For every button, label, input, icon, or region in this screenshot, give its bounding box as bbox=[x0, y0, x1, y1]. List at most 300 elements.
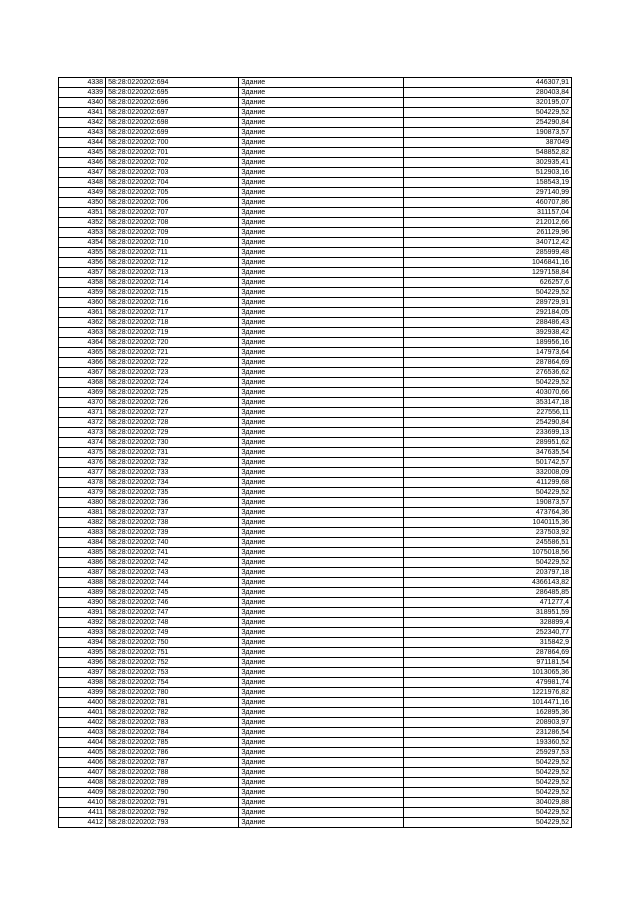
cadastral-number-cell: 58:28:0220202:712 bbox=[106, 258, 239, 268]
table-row bbox=[59, 668, 572, 678]
object-type-cell: Здание bbox=[239, 618, 403, 628]
cadastral-value-cell: 259297,53 bbox=[403, 748, 571, 758]
cadastral-number-cell: 58:28:0220202:782 bbox=[106, 708, 239, 718]
cadastral-value-cell: 203797,18 bbox=[403, 568, 571, 578]
cadastral-value-cell: 280403,84 bbox=[403, 88, 571, 98]
cadastral-number-cell: 58:28:0220202:721 bbox=[106, 348, 239, 358]
table-row bbox=[59, 338, 572, 348]
cadastral-value-cell: 318951,59 bbox=[403, 608, 571, 618]
object-type-cell: Здание bbox=[239, 218, 403, 228]
cadastral-value-cell: 285999,48 bbox=[403, 248, 571, 258]
cadastral-number-cell: 58:28:0220202:752 bbox=[106, 658, 239, 668]
cadastral-number-cell: 58:28:0220202:751 bbox=[106, 648, 239, 658]
object-type-cell: Здание bbox=[239, 438, 403, 448]
object-type-cell: Здание bbox=[239, 508, 403, 518]
row-number-cell: 4395 bbox=[59, 648, 106, 658]
object-type-cell: Здание bbox=[239, 478, 403, 488]
object-type-cell: Здание bbox=[239, 358, 403, 368]
table-row bbox=[59, 78, 572, 88]
object-type-cell: Здание bbox=[239, 158, 403, 168]
cadastral-value-cell: 252340,77 bbox=[403, 628, 571, 638]
table-row bbox=[59, 108, 572, 118]
table-row bbox=[59, 518, 572, 528]
cadastral-number-cell: 58:28:0220202:732 bbox=[106, 458, 239, 468]
object-type-cell: Здание bbox=[239, 448, 403, 458]
table-row bbox=[59, 628, 572, 638]
row-number-cell: 4399 bbox=[59, 688, 106, 698]
object-type-cell: Здание bbox=[239, 238, 403, 248]
cadastral-value-cell: 276536,62 bbox=[403, 368, 571, 378]
cadastral-number-cell: 58:28:0220202:725 bbox=[106, 388, 239, 398]
cadastral-value-cell: 261129,96 bbox=[403, 228, 571, 238]
cadastral-value-cell: 347635,54 bbox=[403, 448, 571, 458]
object-type-cell: Здание bbox=[239, 258, 403, 268]
table-row bbox=[59, 228, 572, 238]
cadastral-value-cell: 340712,42 bbox=[403, 238, 571, 248]
object-type-cell: Здание bbox=[239, 788, 403, 798]
table-row bbox=[59, 488, 572, 498]
row-number-cell: 4393 bbox=[59, 628, 106, 638]
object-type-cell: Здание bbox=[239, 398, 403, 408]
table-row bbox=[59, 698, 572, 708]
object-type-cell: Здание bbox=[239, 78, 403, 88]
cadastral-value-cell: 1046841,16 bbox=[403, 258, 571, 268]
row-number-cell: 4366 bbox=[59, 358, 106, 368]
cadastral-number-cell: 58:28:0220202:736 bbox=[106, 498, 239, 508]
object-type-cell: Здание bbox=[239, 688, 403, 698]
cadastral-value-cell: 288486,43 bbox=[403, 318, 571, 328]
row-number-cell: 4338 bbox=[59, 78, 106, 88]
object-type-cell: Здание bbox=[239, 588, 403, 598]
cadastral-number-cell: 58:28:0220202:788 bbox=[106, 768, 239, 778]
cadastral-value-cell: 504229,52 bbox=[403, 488, 571, 498]
cadastral-number-cell: 58:28:0220202:727 bbox=[106, 408, 239, 418]
row-number-cell: 4376 bbox=[59, 458, 106, 468]
cadastral-number-cell: 58:28:0220202:701 bbox=[106, 148, 239, 158]
row-number-cell: 4383 bbox=[59, 528, 106, 538]
row-number-cell: 4364 bbox=[59, 338, 106, 348]
cadastral-value-cell: 297140,99 bbox=[403, 188, 571, 198]
row-number-cell: 4406 bbox=[59, 758, 106, 768]
row-number-cell: 4412 bbox=[59, 818, 106, 828]
row-number-cell: 4348 bbox=[59, 178, 106, 188]
table-row bbox=[59, 548, 572, 558]
table-row bbox=[59, 678, 572, 688]
cadastral-number-cell: 58:28:0220202:742 bbox=[106, 558, 239, 568]
cadastral-number-cell: 58:28:0220202:744 bbox=[106, 578, 239, 588]
object-type-cell: Здание bbox=[239, 298, 403, 308]
object-type-cell: Здание bbox=[239, 758, 403, 768]
table-row bbox=[59, 418, 572, 428]
object-type-cell: Здание bbox=[239, 428, 403, 438]
row-number-cell: 4407 bbox=[59, 768, 106, 778]
table-row bbox=[59, 508, 572, 518]
cadastral-value-cell: 446307,91 bbox=[403, 78, 571, 88]
cadastral-value-cell: 512903,16 bbox=[403, 168, 571, 178]
row-number-cell: 4361 bbox=[59, 308, 106, 318]
object-type-cell: Здание bbox=[239, 668, 403, 678]
table-row bbox=[59, 618, 572, 628]
cadastral-number-cell: 58:28:0220202:729 bbox=[106, 428, 239, 438]
table-row bbox=[59, 688, 572, 698]
cadastral-number-cell: 58:28:0220202:739 bbox=[106, 528, 239, 538]
table-row bbox=[59, 248, 572, 258]
row-number-cell: 4382 bbox=[59, 518, 106, 528]
cadastral-value-cell: 1040115,36 bbox=[403, 518, 571, 528]
table-row bbox=[59, 428, 572, 438]
object-type-cell: Здание bbox=[239, 728, 403, 738]
row-number-cell: 4402 bbox=[59, 718, 106, 728]
cadastral-value-cell: 292184,05 bbox=[403, 308, 571, 318]
row-number-cell: 4355 bbox=[59, 248, 106, 258]
row-number-cell: 4344 bbox=[59, 138, 106, 148]
row-number-cell: 4356 bbox=[59, 258, 106, 268]
row-number-cell: 4363 bbox=[59, 328, 106, 338]
row-number-cell: 4343 bbox=[59, 128, 106, 138]
cadastral-value-cell: 233699,13 bbox=[403, 428, 571, 438]
table-row bbox=[59, 208, 572, 218]
cadastral-value-cell: 504229,52 bbox=[403, 288, 571, 298]
table-row bbox=[59, 278, 572, 288]
object-type-cell: Здание bbox=[239, 818, 403, 828]
object-type-cell: Здание bbox=[239, 88, 403, 98]
table-row bbox=[59, 308, 572, 318]
cadastral-value-cell: 254290,84 bbox=[403, 118, 571, 128]
cadastral-number-cell: 58:28:0220202:704 bbox=[106, 178, 239, 188]
row-number-cell: 4350 bbox=[59, 198, 106, 208]
object-type-cell: Здание bbox=[239, 208, 403, 218]
table-row bbox=[59, 648, 572, 658]
table-row bbox=[59, 538, 572, 548]
row-number-cell: 4370 bbox=[59, 398, 106, 408]
object-type-cell: Здание bbox=[239, 318, 403, 328]
cadastral-number-cell: 58:28:0220202:715 bbox=[106, 288, 239, 298]
cadastral-value-cell: 147973,64 bbox=[403, 348, 571, 358]
cadastral-value-cell: 1221976,82 bbox=[403, 688, 571, 698]
table-row bbox=[59, 758, 572, 768]
cadastral-value-cell: 304029,88 bbox=[403, 798, 571, 808]
object-type-cell: Здание bbox=[239, 748, 403, 758]
row-number-cell: 4392 bbox=[59, 618, 106, 628]
cadastral-number-cell: 58:28:0220202:724 bbox=[106, 378, 239, 388]
cadastral-number-cell: 58:28:0220202:731 bbox=[106, 448, 239, 458]
cadastral-number-cell: 58:28:0220202:786 bbox=[106, 748, 239, 758]
object-type-cell: Здание bbox=[239, 678, 403, 688]
cadastral-number-cell: 58:28:0220202:705 bbox=[106, 188, 239, 198]
row-number-cell: 4372 bbox=[59, 418, 106, 428]
row-number-cell: 4404 bbox=[59, 738, 106, 748]
cadastral-number-cell: 58:28:0220202:703 bbox=[106, 168, 239, 178]
table-row bbox=[59, 348, 572, 358]
cadastral-number-cell: 58:28:0220202:748 bbox=[106, 618, 239, 628]
row-number-cell: 4351 bbox=[59, 208, 106, 218]
table-row bbox=[59, 748, 572, 758]
object-type-cell: Здание bbox=[239, 538, 403, 548]
object-type-cell: Здание bbox=[239, 168, 403, 178]
cadastral-value-cell: 392938,42 bbox=[403, 328, 571, 338]
table-row bbox=[59, 498, 572, 508]
object-type-cell: Здание bbox=[239, 598, 403, 608]
row-number-cell: 4358 bbox=[59, 278, 106, 288]
row-number-cell: 4389 bbox=[59, 588, 106, 598]
row-number-cell: 4384 bbox=[59, 538, 106, 548]
object-type-cell: Здание bbox=[239, 458, 403, 468]
cadastral-value-cell: 971181,54 bbox=[403, 658, 571, 668]
cadastral-number-cell: 58:28:0220202:745 bbox=[106, 588, 239, 598]
object-type-cell: Здание bbox=[239, 798, 403, 808]
table-row bbox=[59, 88, 572, 98]
row-number-cell: 4354 bbox=[59, 238, 106, 248]
object-type-cell: Здание bbox=[239, 698, 403, 708]
cadastral-number-cell: 58:28:0220202:702 bbox=[106, 158, 239, 168]
cadastral-value-cell: 403070,66 bbox=[403, 388, 571, 398]
object-type-cell: Здание bbox=[239, 638, 403, 648]
cadastral-number-cell: 58:28:0220202:717 bbox=[106, 308, 239, 318]
table-row bbox=[59, 638, 572, 648]
cadastral-value-cell: 193360,52 bbox=[403, 738, 571, 748]
cadastral-value-cell: 245586,51 bbox=[403, 538, 571, 548]
row-number-cell: 4342 bbox=[59, 118, 106, 128]
object-type-cell: Здание bbox=[239, 578, 403, 588]
row-number-cell: 4371 bbox=[59, 408, 106, 418]
cadastral-number-cell: 58:28:0220202:783 bbox=[106, 718, 239, 728]
cadastral-number-cell: 58:28:0220202:750 bbox=[106, 638, 239, 648]
cadastral-value-cell: 504229,52 bbox=[403, 818, 571, 828]
cadastral-number-cell: 58:28:0220202:792 bbox=[106, 808, 239, 818]
cadastral-number-cell: 58:28:0220202:719 bbox=[106, 328, 239, 338]
cadastral-number-cell: 58:28:0220202:699 bbox=[106, 128, 239, 138]
row-number-cell: 4396 bbox=[59, 658, 106, 668]
object-type-cell: Здание bbox=[239, 808, 403, 818]
object-type-cell: Здание bbox=[239, 328, 403, 338]
cadastral-value-cell: 328899,4 bbox=[403, 618, 571, 628]
cadastral-number-cell: 58:28:0220202:714 bbox=[106, 278, 239, 288]
row-number-cell: 4353 bbox=[59, 228, 106, 238]
cadastral-value-cell: 332008,09 bbox=[403, 468, 571, 478]
row-number-cell: 4379 bbox=[59, 488, 106, 498]
table-row bbox=[59, 738, 572, 748]
cadastral-number-cell: 58:28:0220202:720 bbox=[106, 338, 239, 348]
cadastral-value-cell: 1297158,84 bbox=[403, 268, 571, 278]
cadastral-number-cell: 58:28:0220202:723 bbox=[106, 368, 239, 378]
table-row bbox=[59, 708, 572, 718]
cadastral-number-cell: 58:28:0220202:738 bbox=[106, 518, 239, 528]
cadastral-number-cell: 58:28:0220202:718 bbox=[106, 318, 239, 328]
object-type-cell: Здание bbox=[239, 388, 403, 398]
cadastral-value-cell: 289729,91 bbox=[403, 298, 571, 308]
cadastral-number-cell: 58:28:0220202:790 bbox=[106, 788, 239, 798]
cadastral-number-cell: 58:28:0220202:787 bbox=[106, 758, 239, 768]
cadastral-number-cell: 58:28:0220202:753 bbox=[106, 668, 239, 678]
row-number-cell: 4346 bbox=[59, 158, 106, 168]
table-row bbox=[59, 818, 572, 828]
object-type-cell: Здание bbox=[239, 608, 403, 618]
table-row bbox=[59, 798, 572, 808]
cadastral-number-cell: 58:28:0220202:709 bbox=[106, 228, 239, 238]
cadastral-number-cell: 58:28:0220202:696 bbox=[106, 98, 239, 108]
cadastral-number-cell: 58:28:0220202:733 bbox=[106, 468, 239, 478]
object-type-cell: Здание bbox=[239, 378, 403, 388]
cadastral-value-cell: 1013065,36 bbox=[403, 668, 571, 678]
cadastral-number-cell: 58:28:0220202:746 bbox=[106, 598, 239, 608]
table-row bbox=[59, 98, 572, 108]
row-number-cell: 4398 bbox=[59, 678, 106, 688]
row-number-cell: 4341 bbox=[59, 108, 106, 118]
cadastral-value-cell: 504229,52 bbox=[403, 378, 571, 388]
table-row bbox=[59, 598, 572, 608]
row-number-cell: 4388 bbox=[59, 578, 106, 588]
cadastral-value-cell: 411299,68 bbox=[403, 478, 571, 488]
row-number-cell: 4345 bbox=[59, 148, 106, 158]
cadastral-number-cell: 58:28:0220202:713 bbox=[106, 268, 239, 278]
table-row bbox=[59, 448, 572, 458]
cadastral-value-cell: 212012,66 bbox=[403, 218, 571, 228]
table-row bbox=[59, 368, 572, 378]
object-type-cell: Здание bbox=[239, 368, 403, 378]
cadastral-number-cell: 58:28:0220202:793 bbox=[106, 818, 239, 828]
row-number-cell: 4352 bbox=[59, 218, 106, 228]
table-row bbox=[59, 408, 572, 418]
table-row bbox=[59, 458, 572, 468]
table-row bbox=[59, 118, 572, 128]
cadastral-number-cell: 58:28:0220202:707 bbox=[106, 208, 239, 218]
cadastral-number-cell: 58:28:0220202:698 bbox=[106, 118, 239, 128]
table-row bbox=[59, 588, 572, 598]
row-number-cell: 4375 bbox=[59, 448, 106, 458]
cadastral-value-cell: 231286,54 bbox=[403, 728, 571, 738]
cadastral-value-cell: 189956,16 bbox=[403, 338, 571, 348]
cadastral-value-cell: 501742,57 bbox=[403, 458, 571, 468]
cadastral-number-cell: 58:28:0220202:710 bbox=[106, 238, 239, 248]
object-type-cell: Здание bbox=[239, 278, 403, 288]
object-type-cell: Здание bbox=[239, 118, 403, 128]
row-number-cell: 4347 bbox=[59, 168, 106, 178]
cadastral-value-cell: 504229,52 bbox=[403, 788, 571, 798]
row-number-cell: 4365 bbox=[59, 348, 106, 358]
table-row bbox=[59, 128, 572, 138]
cadastral-value-cell: 1075018,56 bbox=[403, 548, 571, 558]
row-number-cell: 4403 bbox=[59, 728, 106, 738]
row-number-cell: 4359 bbox=[59, 288, 106, 298]
cadastral-value-cell: 162895,36 bbox=[403, 708, 571, 718]
table-row bbox=[59, 768, 572, 778]
cadastral-value-cell: 387049 bbox=[403, 138, 571, 148]
table-row bbox=[59, 138, 572, 148]
row-number-cell: 4410 bbox=[59, 798, 106, 808]
table-row bbox=[59, 188, 572, 198]
object-type-cell: Здание bbox=[239, 138, 403, 148]
object-type-cell: Здание bbox=[239, 658, 403, 668]
object-type-cell: Здание bbox=[239, 308, 403, 318]
cadastral-number-cell: 58:28:0220202:716 bbox=[106, 298, 239, 308]
table-row bbox=[59, 218, 572, 228]
cadastral-value-cell: 4366143,82 bbox=[403, 578, 571, 588]
cadastral-number-cell: 58:28:0220202:780 bbox=[106, 688, 239, 698]
row-number-cell: 4391 bbox=[59, 608, 106, 618]
table-row bbox=[59, 808, 572, 818]
table-row bbox=[59, 788, 572, 798]
cadastral-value-cell: 1014471,16 bbox=[403, 698, 571, 708]
table-row bbox=[59, 398, 572, 408]
table-row bbox=[59, 718, 572, 728]
cadastral-value-cell: 254290,84 bbox=[403, 418, 571, 428]
table-row bbox=[59, 238, 572, 248]
row-number-cell: 4360 bbox=[59, 298, 106, 308]
row-number-cell: 4381 bbox=[59, 508, 106, 518]
table-row bbox=[59, 158, 572, 168]
cadastral-number-cell: 58:28:0220202:737 bbox=[106, 508, 239, 518]
table-row bbox=[59, 608, 572, 618]
cadastral-value-cell: 504229,52 bbox=[403, 758, 571, 768]
row-number-cell: 4362 bbox=[59, 318, 106, 328]
cadastral-number-cell: 58:28:0220202:722 bbox=[106, 358, 239, 368]
object-type-cell: Здание bbox=[239, 718, 403, 728]
cadastral-number-cell: 58:28:0220202:700 bbox=[106, 138, 239, 148]
row-number-cell: 4367 bbox=[59, 368, 106, 378]
table-row bbox=[59, 258, 572, 268]
row-number-cell: 4400 bbox=[59, 698, 106, 708]
object-type-cell: Здание bbox=[239, 108, 403, 118]
row-number-cell: 4411 bbox=[59, 808, 106, 818]
cadastral-value-cell: 315842,9 bbox=[403, 638, 571, 648]
cadastral-value-cell: 473764,36 bbox=[403, 508, 571, 518]
object-type-cell: Здание bbox=[239, 348, 403, 358]
cadastral-number-cell: 58:28:0220202:743 bbox=[106, 568, 239, 578]
cadastral-number-cell: 58:28:0220202:735 bbox=[106, 488, 239, 498]
object-type-cell: Здание bbox=[239, 98, 403, 108]
cadastral-number-cell: 58:28:0220202:706 bbox=[106, 198, 239, 208]
cadastral-value-cell: 190873,57 bbox=[403, 128, 571, 138]
row-number-cell: 4374 bbox=[59, 438, 106, 448]
table-row bbox=[59, 578, 572, 588]
cadastral-value-cell: 227556,11 bbox=[403, 408, 571, 418]
object-type-cell: Здание bbox=[239, 268, 403, 278]
cadastral-number-cell: 58:28:0220202:708 bbox=[106, 218, 239, 228]
row-number-cell: 4377 bbox=[59, 468, 106, 478]
row-number-cell: 4369 bbox=[59, 388, 106, 398]
row-number-cell: 4357 bbox=[59, 268, 106, 278]
row-number-cell: 4368 bbox=[59, 378, 106, 388]
object-type-cell: Здание bbox=[239, 178, 403, 188]
object-type-cell: Здание bbox=[239, 288, 403, 298]
table-row bbox=[59, 778, 572, 788]
table-row bbox=[59, 478, 572, 488]
cadastral-value-cell: 302935,41 bbox=[403, 158, 571, 168]
object-type-cell: Здание bbox=[239, 418, 403, 428]
cadastral-value-cell: 286485,85 bbox=[403, 588, 571, 598]
cadastral-value-cell: 353147,18 bbox=[403, 398, 571, 408]
registry-table-body bbox=[59, 78, 572, 828]
cadastral-value-cell: 471277,4 bbox=[403, 598, 571, 608]
cadastral-number-cell: 58:28:0220202:726 bbox=[106, 398, 239, 408]
object-type-cell: Здание bbox=[239, 738, 403, 748]
cadastral-value-cell: 504229,52 bbox=[403, 558, 571, 568]
table-row bbox=[59, 328, 572, 338]
cadastral-value-cell: 190873,57 bbox=[403, 498, 571, 508]
object-type-cell: Здание bbox=[239, 648, 403, 658]
row-number-cell: 4394 bbox=[59, 638, 106, 648]
table-row bbox=[59, 298, 572, 308]
cadastral-value-cell: 289951,62 bbox=[403, 438, 571, 448]
table-row bbox=[59, 568, 572, 578]
object-type-cell: Здание bbox=[239, 518, 403, 528]
cadastral-number-cell: 58:28:0220202:791 bbox=[106, 798, 239, 808]
row-number-cell: 4340 bbox=[59, 98, 106, 108]
object-type-cell: Здание bbox=[239, 338, 403, 348]
table-row bbox=[59, 728, 572, 738]
object-type-cell: Здание bbox=[239, 498, 403, 508]
cadastral-value-cell: 479981,74 bbox=[403, 678, 571, 688]
